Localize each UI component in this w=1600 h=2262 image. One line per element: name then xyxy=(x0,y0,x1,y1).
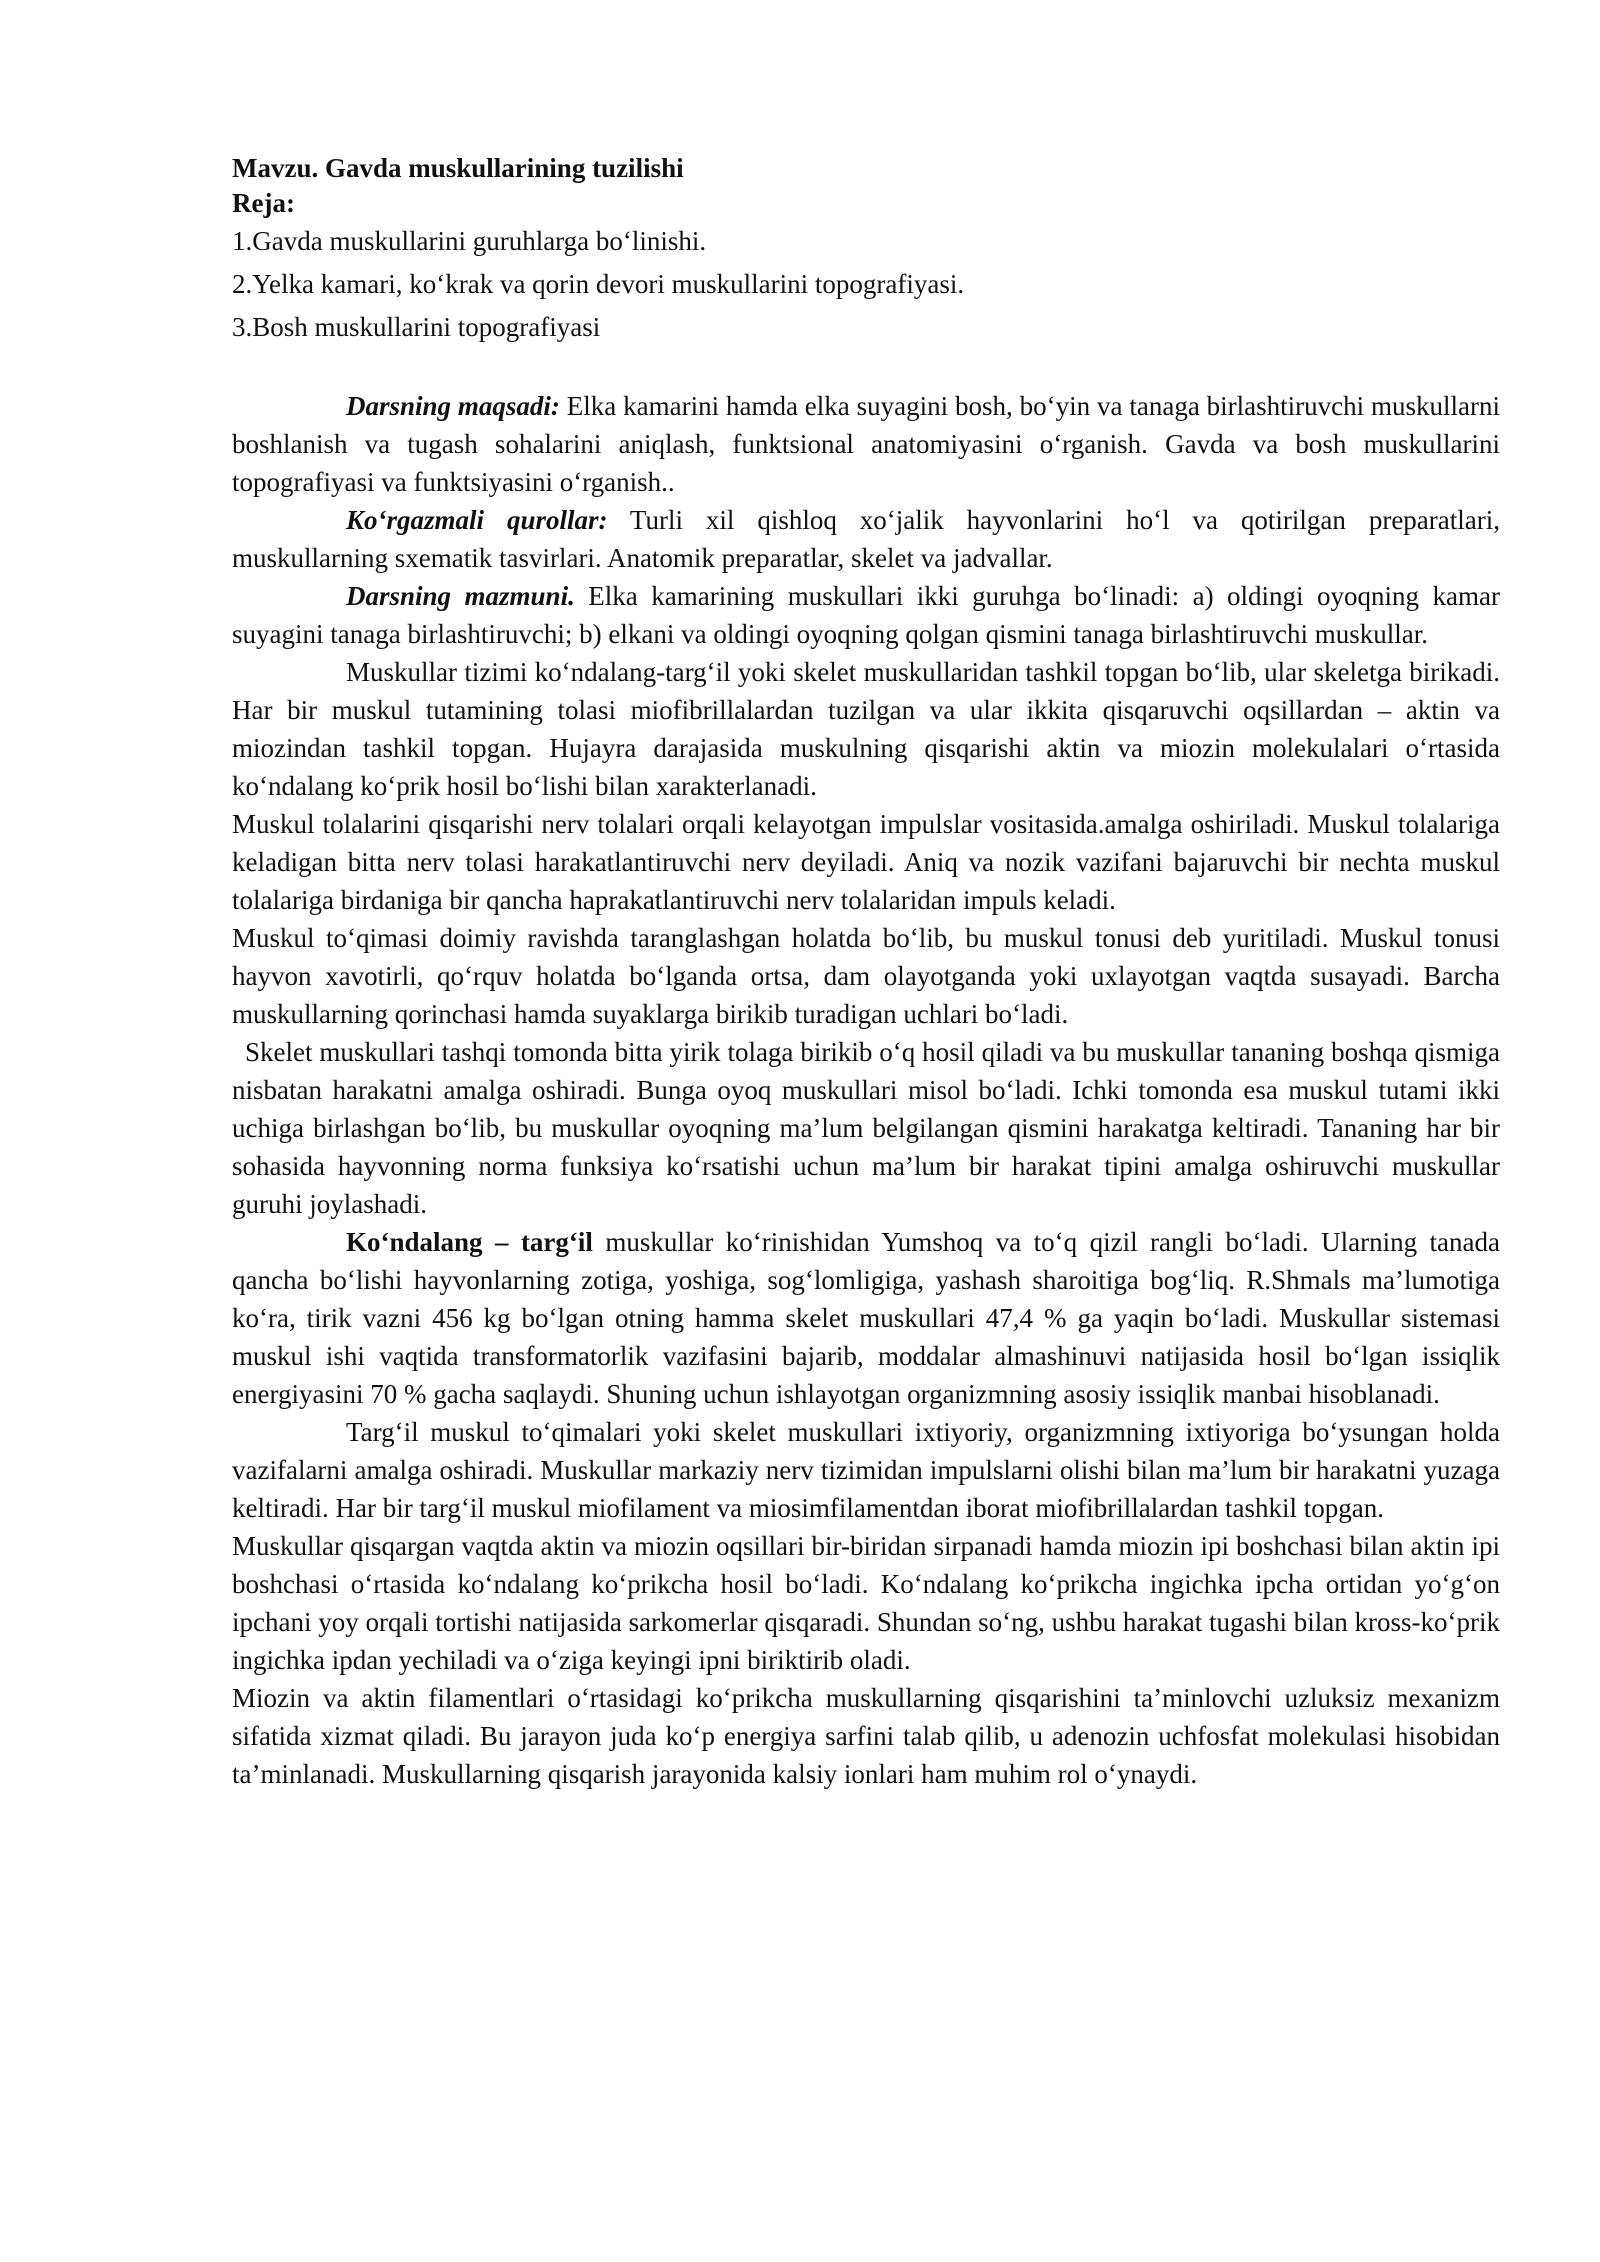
content-paragraph xyxy=(232,577,1500,653)
document-title: Mavzu. Gavda muskullarining tuzilishi xyxy=(232,153,684,183)
plan-item: 1.Gavda muskullarini guruhlarga bo‘linishi. xyxy=(232,226,707,256)
body-paragraph: Skelet muskullari tashqi tomonda bitta yirik tolaga birikib o‘q hosil qiladi va bu muskullar tananing boshqa qismiga nisbatan harakatni amalga oshiradi. Bunga oyoq muskullari misol bo‘ladi. Ichki tomonda esa muskul tutami ikki uchiga birlashgan bo‘lib, bu muskullar oyoqning ma’lum belgilangan qismini harakatga keltiradi. Tananing har bir sohasida hayvonning norma funksiya ko‘rsatishi uchun ma’lum bir harakat tipini amalga oshiruvchi muskullar guruhi joylashadi. xyxy=(232,1037,1500,1219)
body-paragraph: Miozin va aktin filamentlari o‘rtasidagi ko‘prikcha muskullarning qisqarishini ta’minlovchi uzluksiz mexanizm sifatida xizmat qiladi. Bu jarayon juda ko‘p energiya sarfini talab qilib, u adenozin uchfosfat molekulasi hisobidan ta’minlanadi. Muskullarning qisqarish jarayonida kalsiy ionlari ham muhim rol o‘ynaydi. xyxy=(232,1683,1500,1789)
body-paragraph xyxy=(232,1223,1500,1413)
body-paragraph: Muskul tolalarini qisqarishi nerv tolalari orqali kelayotgan impulslar vositasida.amalga oshiriladi. Muskul tolalariga keladigan bitta nerv tolasi harakatlantiruvchi nerv deyiladi. Aniq va nozik vazifani bajaruvchi bir nechta muskul tolalariga birdaniga bir qancha haprakatlantiruvchi nerv tolalaridan impuls keladi. xyxy=(232,809,1500,915)
body-paragraph: Muskullar tizimi ko‘ndalang-targ‘il yoki skelet muskullaridan tashkil topgan bo‘lib, ular skeletga birikadi. Har bir muskul tutamining tolasi miofibrillalardan tuzilgan va ular ikkita qisqaruvchi oqsillardan – aktin va miozindan tashkil topgan. Hujayra darajasida muskulning qisqarishi aktin va miozin molekulalari o‘rtasida ko‘ndalang ko‘prik hosil bo‘lishi bilan xarakterlanadi. xyxy=(232,657,1500,801)
aids-text: Turli xil qishloq xo‘jalik hayvonlarini ho‘l va qotirilgan preparatlari, muskullarning sxematik tasvirlari. Anatomik preparatlar, skelet va jadvallar. xyxy=(232,505,1500,573)
body-paragraph: Muskul to‘qimasi doimiy ravishda taranglashgan holatda bo‘lib, bu muskul tonusi deb yuritiladi. Muskul tonusi hayvon xavotirli, qo‘rquv holatda bo‘lganda ortsa, dam olayotganda yoki uxlayotgan vaqtda susayadi. Barcha muskullarning qorinchasi hamda suyaklarga birikib turadigan uchlari bo‘ladi. xyxy=(232,923,1500,1029)
content-text: Elka kamarining muskullari ikki guruhga bo‘linadi: a) oldingi oyoqning kamar suyagini tanaga birlashtiruvchi; b) elkani va oldingi oyoqning qolgan qismini tanaga birlashtiruvchi muskullar. xyxy=(232,581,1500,649)
goal-text: Elka kamarini hamda elka suyagini bosh, bo‘yin va tanaga birlashtiruvchi muskullarni boshlanish va tugash sohalarini aniqlash, funktsional anatomiyasini o‘rganish. Gavda va bosh muskullarini topografiyasi va funktsiyasini o‘rganish.. xyxy=(232,391,1500,497)
document-page xyxy=(232,150,1500,1793)
goal-paragraph xyxy=(232,387,1500,501)
content-label: Darsning mazmuni. xyxy=(346,581,575,611)
aids-paragraph xyxy=(232,501,1500,577)
aids-label: Ko‘rgazmali qurollar: xyxy=(346,505,608,535)
striated-text: muskullar ko‘rinishidan Yumshoq va to‘q qizil rangli bo‘ladi. Ularning tanada qancha bo‘lishi hayvonlarning zotiga, yoshiga, sog‘lomligiga, yashash sharoitiga bog‘liq. R.Shmals ma’lumotiga ko‘ra, tirik vazni 456 kg bo‘lgan otning hamma skelet muskullari 47,4 % ga yaqin bo‘ladi. Muskullar sistemasi muskul ishi vaqtida transformatorlik vazifasini bajarib, moddalar almashinuvi natijasida hosil bo‘lgan issiqlik energiyasini 70 % gacha saqlaydi. Shuning uchun ishlayotgan organizmning asosiy issiqlik manbai hisoblanadi. xyxy=(232,1227,1501,1409)
plan-item: 3.Bosh muskullarini topografiyasi xyxy=(232,312,601,342)
body-paragraph: Muskullar qisqargan vaqtda aktin va miozin oqsillari bir-biridan sirpanadi hamda miozin ipi boshchasi bilan aktin ipi boshchasi o‘rtasida ko‘ndalang ko‘prikcha hosil bo‘ladi. Ko‘ndalang ko‘prikcha ingichka ipcha ortidan yo‘g‘on ipchani yoy orqali tortishi natijasida sarkomerlar qisqaradi. Shundan so‘ng, ushbu harakat tugashi bilan kross-ko‘prik ingichka ipdan yechiladi va o‘ziga keyingi ipni biriktirib oladi. xyxy=(232,1531,1500,1675)
spacer xyxy=(232,349,1500,387)
plan-heading: Reja: xyxy=(232,188,295,218)
plan-item: 2.Yelka kamari, ko‘krak va qorin devori muskullarini topografiyasi. xyxy=(232,269,965,299)
striated-label: Ko‘ndalang – targ‘il xyxy=(346,1227,593,1257)
body-paragraph: Targ‘il muskul to‘qimalari yoki skelet muskullari ixtiyoriy, organizmning ixtiyoriga bo‘ysungan holda vazifalarni amalga oshiradi. Muskullar markaziy nerv tizimidan impulslarni olishi bilan ma’lum bir harakatni yuzaga keltiradi. Har bir targ‘il muskul miofilament va miosimfilamentdan iborat miofibrillalardan tashkil topgan. xyxy=(232,1417,1500,1523)
goal-label: Darsning maqsadi: xyxy=(346,391,560,421)
